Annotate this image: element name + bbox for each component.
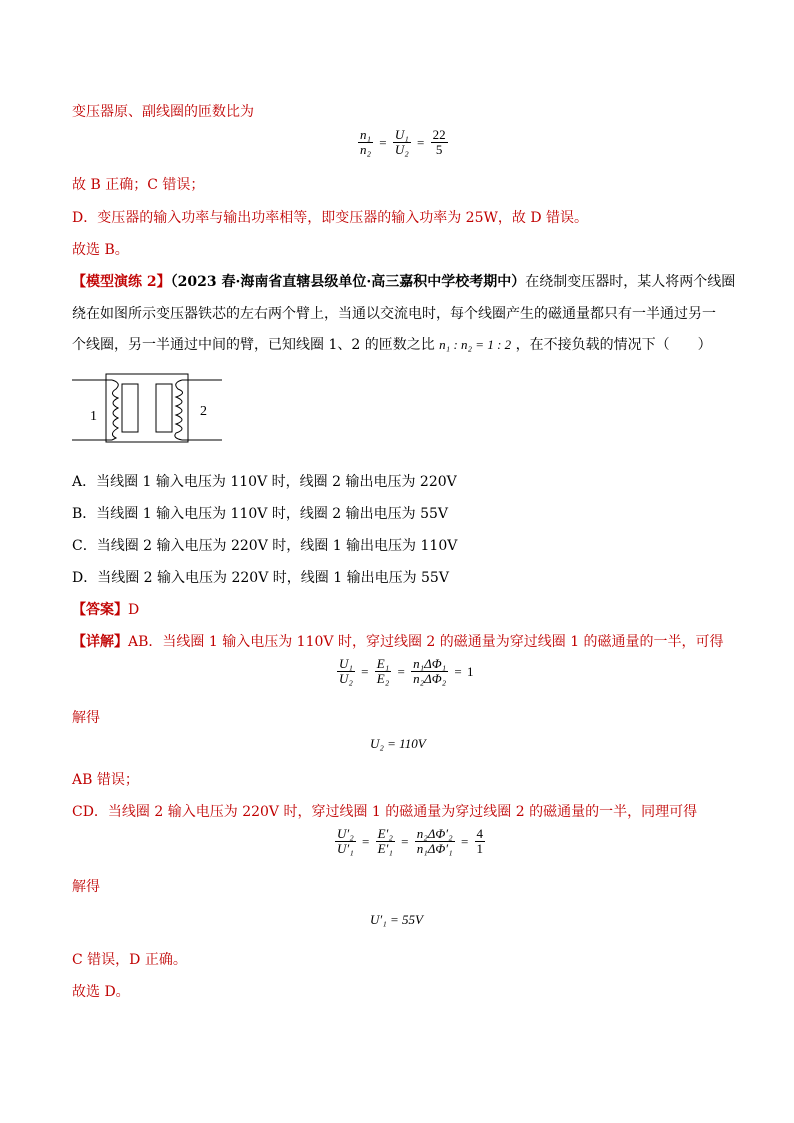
coil-1 bbox=[112, 380, 118, 440]
coil-2-label: 2 bbox=[200, 404, 207, 419]
text-line: 解得 bbox=[72, 710, 100, 726]
question-source: （2023 春·海南省直辖县级单位·高三嘉积中学校考期中） bbox=[170, 274, 526, 290]
question-header bbox=[72, 272, 735, 292]
detail-tag: 【详解】 bbox=[72, 634, 128, 650]
coil-1-label: 1 bbox=[90, 409, 97, 424]
text-line: D．变压器的输入功率与输出功率相等，即变压器的输入功率为 25W，故 D 错误。 bbox=[72, 210, 589, 226]
question-text: 在绕制变压器时，某人将两个线圈 bbox=[525, 274, 736, 290]
text-line: 故 B 正确；C 错误； bbox=[72, 177, 205, 193]
text-line: 故选 B。 bbox=[72, 242, 129, 258]
result-1: U₂ = 110V bbox=[370, 736, 426, 751]
ratio-formula: n₁ : n₂ = 1 : 2 bbox=[439, 337, 512, 352]
coil-2 bbox=[175, 380, 183, 440]
answer-line bbox=[72, 600, 139, 620]
core-window-left bbox=[122, 384, 138, 432]
result-2: U′₁ = 55V bbox=[370, 912, 423, 927]
option-a: A．当线圈 1 输入电压为 110V 时，线圈 2 输出电压为 220V bbox=[72, 474, 457, 490]
question-text: 绕在如图所示变压器铁芯的左右两个臂上，当通以交流电时，每个线圈产生的磁通量都只有一半通过另一 bbox=[72, 306, 716, 322]
formula-ab: $\frac{\text{U₁}}{\text{U₂}}$ = $\frac{\text{E₁}}{\text{E₂}}$ = $\frac{\text{n₁ΔΦ₁}}{\text{n₂ΔΦ₂}}$ = 1 bbox=[339, 656, 474, 686]
answer-value: D bbox=[128, 602, 140, 618]
formula-cd: $\frac{\text{U′₂}}{\text{U′₁}}$ = $\frac{\text{E′₂}}{\text{E′₁}}$ = $\frac{\text{n₂ΔΦ′₂}}{\text{n₁ΔΦ′₁}}$ = $\frac{4}{1}$ bbox=[337, 826, 484, 856]
detail-line: 【详解】AB．当线圈 1 输入电压为 110V 时，穿过线圈 2 的磁通量为穿过线圈 1 的磁通量的一半，可得 bbox=[72, 634, 724, 650]
formula-turns-ratio: $\frac{\text{n₁}}{\text{n₂}}$ = $\frac{\text{U₁}}{\text{U₂}}$ = $\frac{22}{5}$ bbox=[360, 127, 446, 157]
option-b: B．当线圈 1 输入电压为 110V 时，线圈 2 输出电压为 55V bbox=[72, 506, 449, 522]
transformer-diagram bbox=[72, 362, 222, 452]
detail-line: CD．当线圈 2 输入电压为 220V 时，穿过线圈 1 的磁通量为穿过线圈 2 的磁通量的一半，同理可得 bbox=[72, 804, 698, 820]
text-line: 解得 bbox=[72, 879, 100, 895]
question-tag: 【模型演练 2】 bbox=[72, 274, 171, 290]
option-c: C．当线圈 2 输入电压为 220V 时，线圈 1 输出电压为 110V bbox=[72, 538, 458, 554]
text-line: C 错误，D 正确。 bbox=[72, 952, 187, 968]
text-line: 变压器原、副线圈的匝数比为 bbox=[72, 104, 254, 120]
question-text: 个线圈，另一半通过中间的臂，已知线圈 1、2 的匝数之比 n₁ : n₂ = 1 : 2 ，在不接负载的情况下（ ） bbox=[72, 337, 712, 353]
core-window-right bbox=[156, 384, 172, 432]
option-d: D．当线圈 2 输入电压为 220V 时，线圈 1 输出电压为 55V bbox=[72, 570, 449, 586]
text-line: 故选 D。 bbox=[72, 984, 130, 1000]
text-line: AB 错误； bbox=[72, 772, 139, 788]
answer-tag: 【答案】 bbox=[72, 602, 128, 618]
